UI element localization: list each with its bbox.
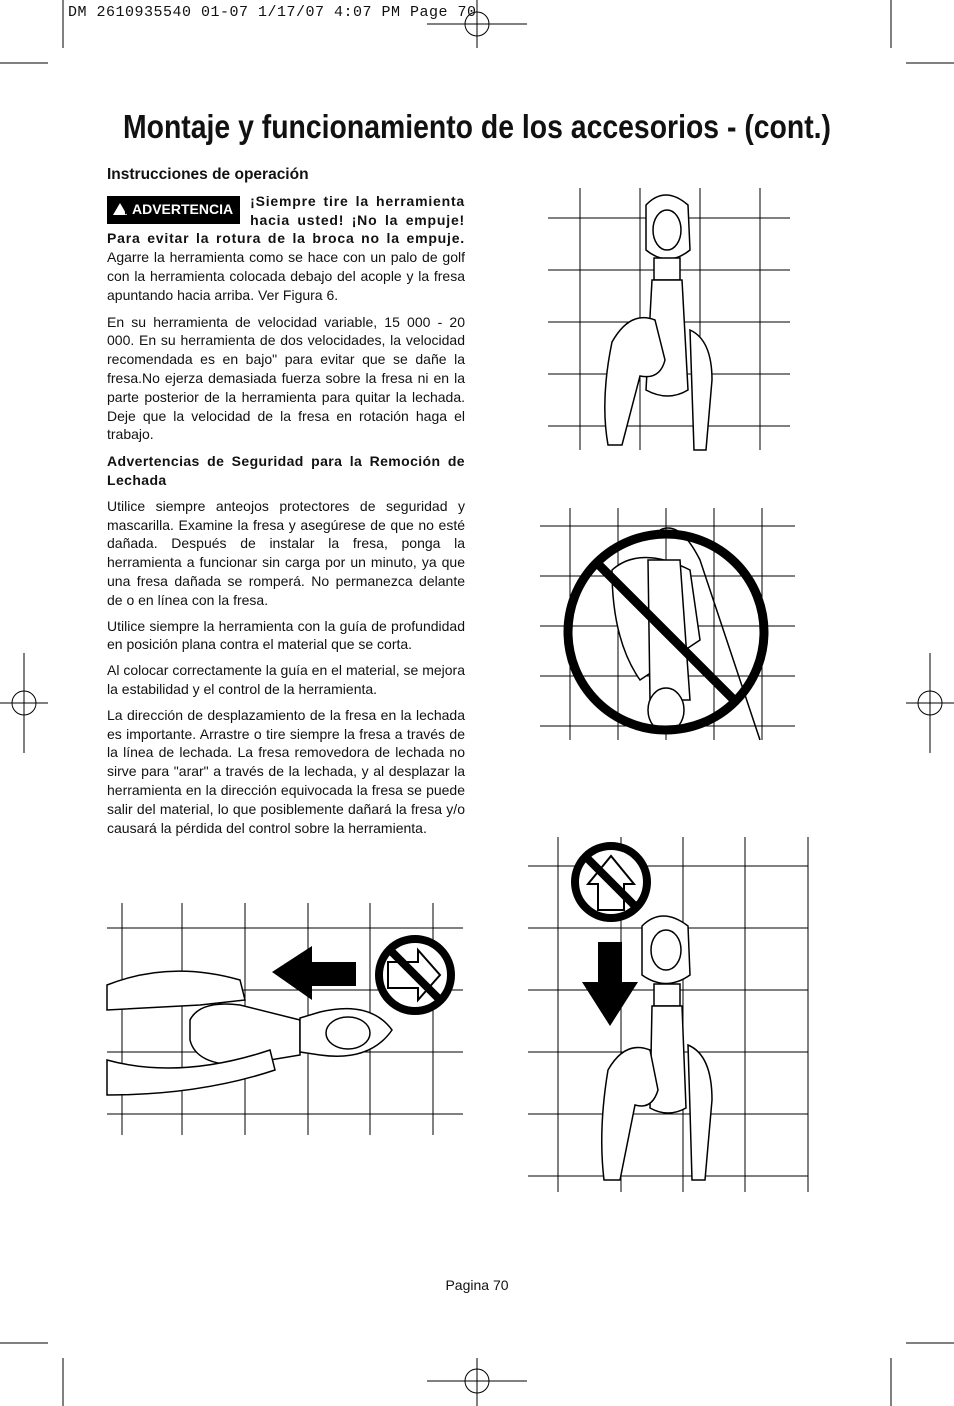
warning-bold-text: ¡Siempre tire la herramienta hacia usted! ¡No la empuje! Para evitar la rotura de la broca no la empuje.: [107, 192, 465, 247]
warning-text: Agarre la herramienta como se hace con un palo de golf con la herramienta colocada debajo del acople y la fresa apuntando hacia arriba. Ver Figura 6.: [107, 249, 465, 303]
paragraph-speed: En su herramienta de velocidad variable, 15 000 - 20 000. En su herramienta de dos velocidades, la velocidad recomendada es en bajo" para evitar que se dañe la fresa.No ejerza demasiada fuerza sobre la fresa ni en la parte posterior de la herramienta para quitar la lechada. Deje que la velocidad de la fresa en rotación haga el trabajo.: [107, 313, 465, 443]
print-slug: DM 2610935540 01-07 1/17/07 4:07 PM Page 70: [68, 4, 477, 21]
arrow-down-icon: [582, 942, 638, 1026]
paragraph-safety: Utilice siempre anteojos protectores de seguridad y mascarilla. Examine la fresa y asegúrese de que no esté dañada. Después de instalar la fresa, ponga la herramienta a funcionar sin carga por un minuto, ya que una fresa dañada se romperá. No permanezca delante de o en línea con la fresa.: [107, 497, 465, 608]
page-number: Pagina 70: [445, 1277, 509, 1293]
section-heading: Instrucciones de operación: [107, 166, 309, 183]
paragraph-stability: Al colocar correctamente la guía en el material, se mejora la estabilidad y el control de la herramienta.: [107, 662, 465, 697]
safety-heading: Advertencias de Seguridad para la Remoción de Lechada: [107, 453, 465, 488]
warning-triangle-icon: !: [113, 203, 127, 215]
paragraph-guide: Utilice siempre la herramienta con la guía de profundidad en posición plana contra el material que se corta.: [107, 617, 465, 653]
page-title: Montaje y funcionamiento de los accesorios - (cont.): [122, 108, 832, 145]
warning-badge: ! ADVERTENCIA: [107, 196, 240, 224]
paragraph-direction: La dirección de desplazamiento de la fresa en la lechada es importante. Arrastre o tire siempre la fresa a través de la línea de lechada. La fresa removedora de lechada no sirve para "arar" a través de la lechada, y al desplazar la herramienta en la dirección equivocada la fresa se puede salir del material, lo que posiblemente dañará la fresa y/o causará la pérdida del control sobre la herramienta.: [107, 706, 465, 836]
